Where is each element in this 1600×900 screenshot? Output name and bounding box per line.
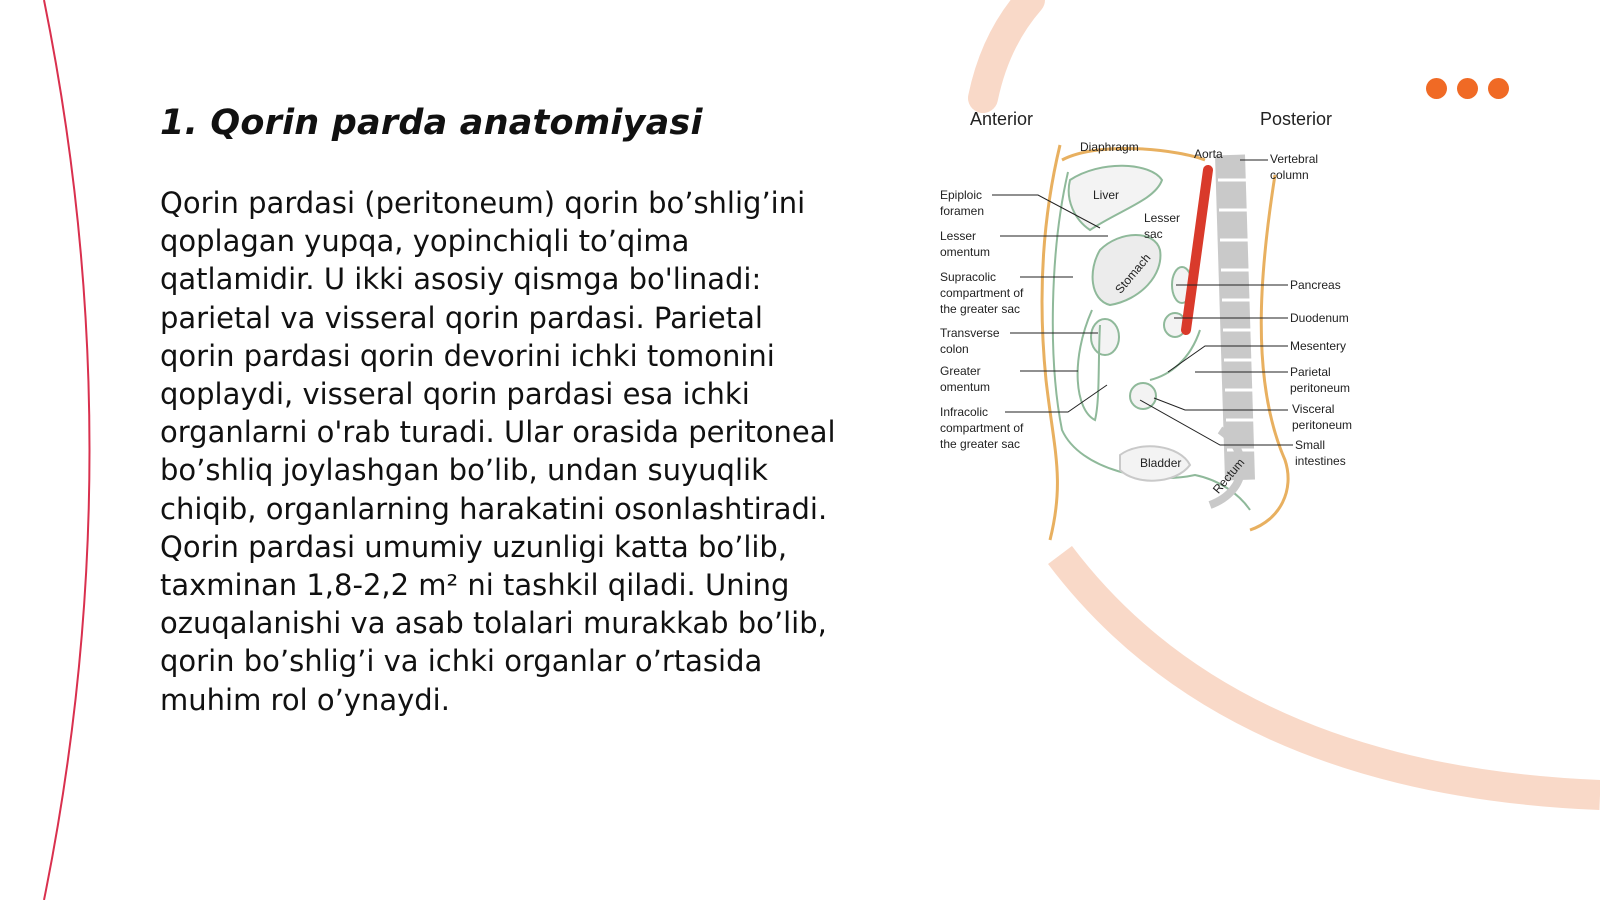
label-infracolic-3: the greater sac xyxy=(940,437,1021,451)
dot-2 xyxy=(1457,78,1478,99)
label-parietal-1: Parietal xyxy=(1290,365,1331,379)
label-greater-omentum-2: omentum xyxy=(940,380,991,394)
transverse-colon-shape xyxy=(1091,319,1119,355)
label-infracolic-1: Infracolic xyxy=(940,405,989,419)
label-small-int-2: intestines xyxy=(1295,454,1346,468)
label-supracolic-1: Supracolic xyxy=(940,270,997,284)
heading-anterior: Anterior xyxy=(970,109,1034,129)
dots-decoration xyxy=(1426,78,1509,100)
bottom-accent-arc xyxy=(1060,555,1600,795)
anterior-abdominal-wall xyxy=(1042,145,1060,540)
left-accent-curve xyxy=(44,0,90,900)
top-accent-arc xyxy=(983,0,1030,98)
label-supracolic-3: the greater sac xyxy=(940,302,1021,316)
label-liver: Liver xyxy=(1093,188,1120,202)
dot-3 xyxy=(1488,78,1509,99)
label-lesser-omentum-2: omentum xyxy=(940,245,991,259)
label-visceral-1: Visceral xyxy=(1292,402,1335,416)
label-supracolic-2: compartment of xyxy=(940,286,1024,300)
label-epiploic-1: Epiploic xyxy=(940,188,983,202)
posterior-abdominal-wall xyxy=(1250,175,1288,530)
label-epiploic-2: foramen xyxy=(940,204,985,218)
label-diaphragm: Diaphragm xyxy=(1080,140,1139,154)
label-vertebral-2: column xyxy=(1270,168,1309,182)
heading-posterior: Posterior xyxy=(1260,109,1333,129)
label-small-int-1: Small xyxy=(1295,438,1326,452)
label-lesser-omentum-1: Lesser xyxy=(940,229,977,243)
label-visceral-2: peritoneum xyxy=(1292,418,1353,432)
aorta-vessel xyxy=(1186,170,1208,330)
label-aorta: Aorta xyxy=(1194,147,1223,161)
label-lesser-sac-2: sac xyxy=(1144,227,1163,241)
label-transverse-2: colon xyxy=(940,342,969,356)
label-transverse-1: Transverse xyxy=(940,326,1000,340)
slide-title: 1. Qorin parda anatomiyasi xyxy=(160,103,703,143)
dot-1 xyxy=(1426,78,1447,99)
slide-body-text: Qorin pardasi (peritoneum) qorin bo’shlig’ini qoplagan yupqa, yopinchiqli to’qima qatlamidir. U ikki asosiy qismga bo'linadi: parietal va visseral qorin pardasi. Parietal qorin pardasi qorin devorini ichki tomonini qoplaydi, visseral qorin pardasi esa ichki organlarni o'rab turadi. Ular orasida peritoneal bo’shliq joylashgan bo’lib, undan suyuqlik chiqib, organlarning harakatini osonlashtiradi. Qorin pardasi umumiy uzunligi katta bo’lib, taxminan 1,8-2,2 m² ni tashkil qiladi. Uning ozuqalanishi va asab tolalari murakkab bo’lib, qorin bo’shlig’i va ichki organlar o’rtasida muhim rol o’ynaydi. xyxy=(160,186,836,717)
label-vertebral-1: Vertebral xyxy=(1270,152,1319,166)
label-bladder: Bladder xyxy=(1140,456,1182,470)
label-greater-omentum-1: Greater xyxy=(940,364,981,378)
peritoneum-diagram xyxy=(940,100,1420,560)
label-parietal-2: peritoneum xyxy=(1290,381,1351,395)
label-lesser-sac-1: Lesser xyxy=(1144,211,1181,225)
label-rectum: Rectum xyxy=(1209,455,1248,497)
small-intestine-loop xyxy=(1130,383,1156,409)
label-pancreas: Pancreas xyxy=(1290,278,1341,292)
label-duodenum: Duodenum xyxy=(1290,311,1349,325)
label-mesentery: Mesentery xyxy=(1290,339,1347,353)
label-stomach: Stomach xyxy=(1112,250,1154,297)
label-infracolic-2: compartment of xyxy=(940,421,1024,435)
